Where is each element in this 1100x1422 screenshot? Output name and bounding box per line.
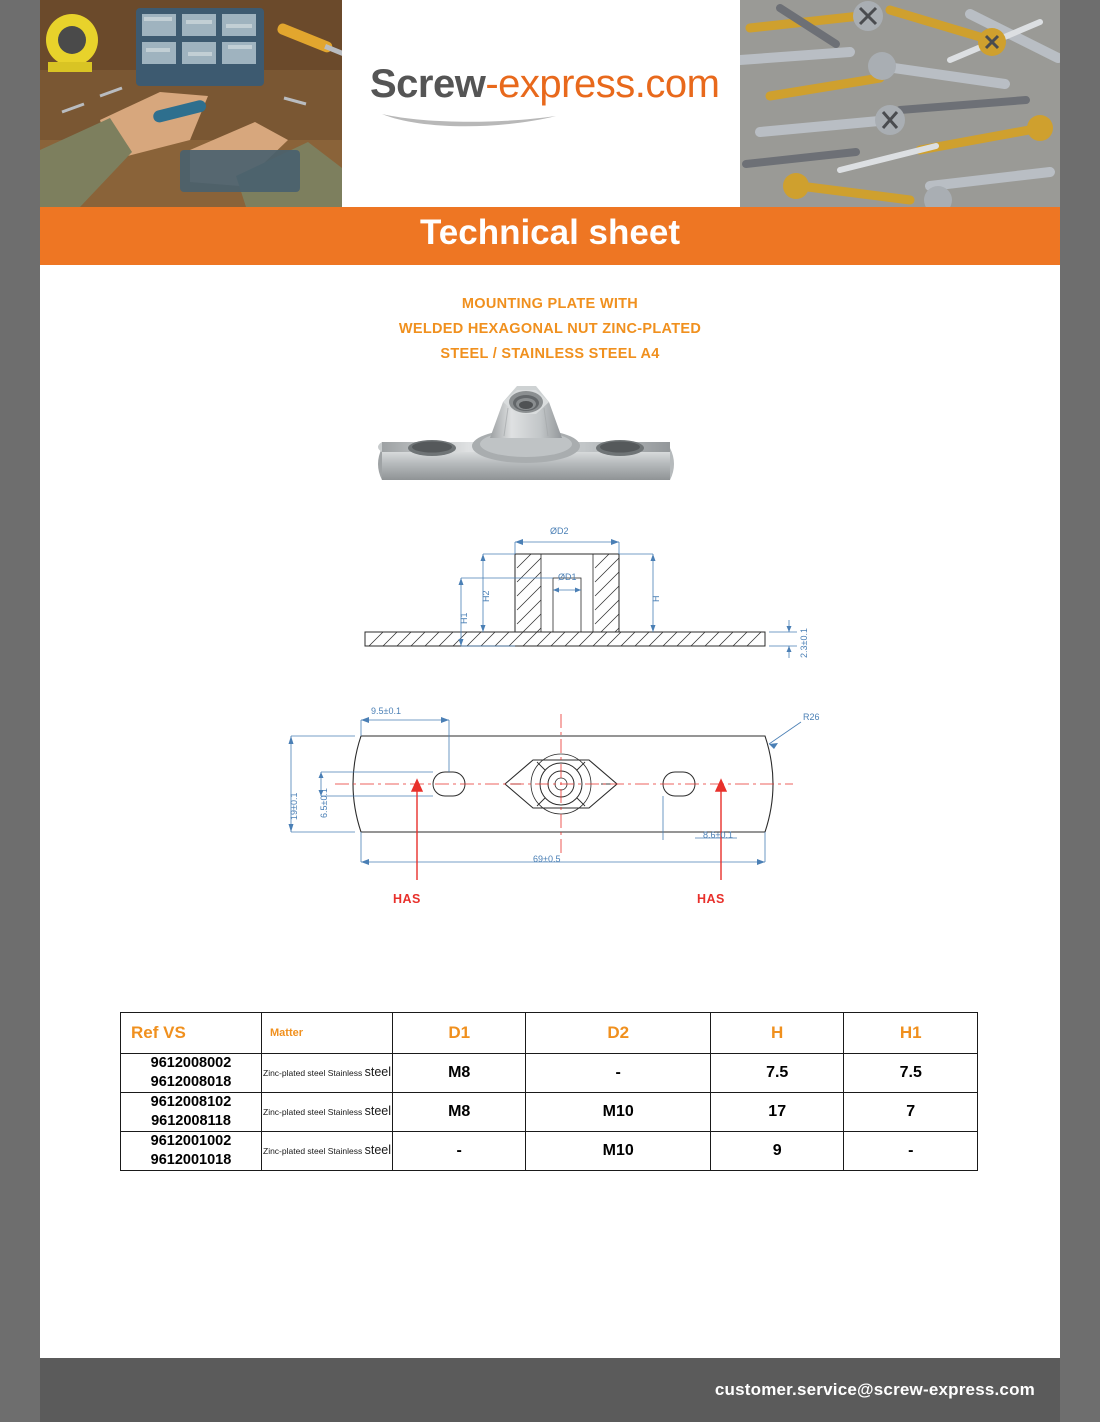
- section-view-drawing: [265, 520, 845, 680]
- ref-secondary: 9612008018: [150, 1074, 232, 1090]
- table-header-h: [710, 1013, 844, 1054]
- product-photo: [370, 372, 700, 522]
- screw-pile-photo-art: [740, 0, 1060, 207]
- cell-h: 7.5: [710, 1054, 844, 1093]
- specification-table: [120, 1012, 978, 1171]
- section-label-left: HAS: [393, 892, 421, 906]
- product-title-line-1: MOUNTING PLATE WITH: [461, 296, 639, 312]
- brand-swoosh-icon: [380, 110, 560, 132]
- banner-title: Technical sheet: [419, 213, 680, 252]
- dim-label-radius: R26: [803, 712, 820, 722]
- table-row: [121, 1093, 978, 1132]
- table-header-h1: [844, 1013, 978, 1054]
- technical-drawings: [265, 520, 845, 940]
- footer-email: customer.service@screw-express.com: [714, 1380, 1035, 1399]
- cell-d2: M10: [526, 1132, 711, 1171]
- ref-secondary: 9612008118: [151, 1113, 231, 1129]
- dim-label-hole-dim: 8.6±0.1: [703, 830, 733, 840]
- page-margin-left: [0, 0, 40, 1422]
- dim-label-slot-offset: 9.5±0.1: [371, 706, 401, 716]
- dim-label-plate-thickness: 2.3±0.1: [799, 628, 809, 658]
- cell-matter: [262, 1132, 393, 1171]
- cell-d1: -: [393, 1132, 526, 1171]
- product-title-line-3: STEEL / STAINLESS STEEL A4: [440, 346, 660, 362]
- table-header-ref-label: Ref VS: [131, 1023, 186, 1042]
- dim-label-plate-width: 19±0.1: [289, 792, 299, 820]
- table-header-d1: [393, 1013, 526, 1054]
- workbench-photo-art: [40, 0, 342, 207]
- cell-d1: M8: [393, 1054, 526, 1093]
- matter-text: Zinc-plated steel Stainless: [263, 1068, 363, 1078]
- page-header: [40, 0, 1060, 207]
- cell-ref: [121, 1054, 262, 1093]
- table-row: [121, 1132, 978, 1171]
- ref-primary: 9612008102: [150, 1094, 232, 1110]
- cell-h: 17: [710, 1093, 844, 1132]
- page-margin-right: [1060, 0, 1100, 1422]
- footer-spacer: [40, 1336, 1060, 1358]
- product-title-line-2: WELDED HEXAGONAL NUT ZINC-PLATED: [398, 321, 702, 337]
- table-row: [121, 1054, 978, 1093]
- document-page: [40, 0, 1060, 1422]
- matter-text: Zinc-plated steel Stainless: [263, 1146, 363, 1156]
- cell-ref: [121, 1093, 262, 1132]
- ref-primary: 9612001002: [150, 1133, 232, 1149]
- dim-label-d1: ØD1: [558, 572, 577, 582]
- brand-logo: [370, 62, 730, 107]
- table-header-h1-label: H1: [899, 1023, 922, 1042]
- dim-label-plate-length: 69±0.5: [533, 854, 561, 864]
- cell-h1: -: [844, 1132, 978, 1171]
- dim-label-h2: H2: [481, 590, 491, 602]
- table-header-matter-label: Matter: [270, 1027, 304, 1039]
- cell-h1: 7: [844, 1093, 978, 1132]
- product-title: [40, 292, 1060, 367]
- cell-d1: M8: [393, 1093, 526, 1132]
- table-header-h-label: H: [771, 1023, 784, 1042]
- dim-label-d2: ØD2: [550, 526, 569, 536]
- cell-ref: [121, 1132, 262, 1171]
- table-header-d2: [526, 1013, 711, 1054]
- mounting-plate-photo-art: [370, 372, 700, 522]
- section-label-right: HAS: [697, 892, 725, 906]
- dim-label-h: H: [651, 595, 661, 602]
- table-header-row: [121, 1013, 978, 1054]
- table-header-matter: [262, 1013, 393, 1054]
- cell-h: 9: [710, 1132, 844, 1171]
- matter-text: Zinc-plated steel Stainless: [263, 1107, 363, 1117]
- ref-primary: 9612008002: [150, 1055, 232, 1071]
- dim-label-h1: H1: [459, 612, 469, 624]
- matter-text-emphasis: steel: [364, 1143, 391, 1157]
- table-header-ref: [121, 1013, 262, 1054]
- cell-d2: -: [526, 1054, 711, 1093]
- dim-label-slot-width: 6.5±0.1: [319, 788, 329, 818]
- matter-text-emphasis: steel: [364, 1104, 391, 1118]
- cell-matter: [262, 1054, 393, 1093]
- cell-matter: [262, 1093, 393, 1132]
- brand-logo-main: Screw: [370, 62, 486, 106]
- cell-d2: M10: [526, 1093, 711, 1132]
- header-photo-screws: [740, 0, 1060, 207]
- brand-logo-accent: -express.com: [485, 62, 720, 106]
- matter-text-emphasis: steel: [364, 1065, 391, 1079]
- cell-h1: 7.5: [844, 1054, 978, 1093]
- technical-sheet-banner: [40, 207, 1060, 265]
- table-header-d2-label: D2: [607, 1023, 630, 1042]
- plan-view-drawing: [265, 698, 845, 928]
- brand-logo-text: [370, 62, 730, 107]
- ref-secondary: 9612001018: [150, 1152, 232, 1168]
- table-header-d1-label: D1: [448, 1023, 471, 1042]
- header-photo-workbench: [40, 0, 342, 207]
